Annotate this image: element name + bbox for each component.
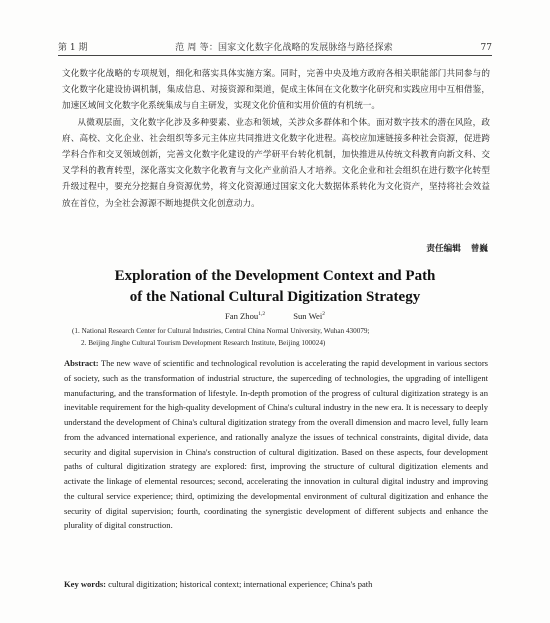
keywords-label: Key words: (64, 579, 107, 589)
keywords-text: cultural digitization; historical context; international experience; China's path (108, 579, 373, 589)
running-title: 范 周 等：国家文化数字化战略的发展脉络与路径探索 (175, 43, 393, 53)
page-number: 77 (480, 43, 492, 53)
running-head (58, 40, 492, 53)
header-rule (58, 55, 492, 56)
keywords (64, 577, 488, 592)
chinese-body-text (62, 66, 490, 212)
author-2 (293, 311, 325, 321)
issue-number: 第 1 期 (58, 43, 88, 53)
editor-name: 曾巍 (470, 244, 488, 254)
author-1 (225, 311, 265, 321)
author-2-affiliation-mark: 2 (322, 311, 325, 318)
author-2-name: Sun Wei (293, 311, 323, 321)
abstract-text: The new wave of scientific and technological revolution is accelerating the rapid development in various sectors of society, such as the transformation of industrial structure, the superceding of technologies, the upgrading of intelligent manufacturing, and the transformation of lifestyle. In-depth promotion of the progress of cultural digitization strategy is an inevitable requirement for the high-quality development of China's cultural industry in the new era. It is necessary to deeply understand the development of China's cultural digitization strategy from the overall dimension and macro level, fully learn from the advanced international experience, and rationally analyze the issues of technical constraints, digital divide, data security and digital supervision in China's construction of cultural digitization. Based on these aspects, four development paths of cultural digitization strategy are explored: first, improving the structure of cultural digitization elements and activate the linkage of elemental resources; second, accelerating the innovation in cultural digital industry and improving the cultural service experience; third, optimizing the developmental environment of cultural digitization and enhance the security of digital supervision; fourth, coordinating the synergistic development of different subjects and enhance the plurality of digital construction. (64, 358, 489, 531)
editor-label: 责任编辑 (426, 244, 461, 254)
author-1-name: Fan Zhou (225, 311, 259, 321)
chinese-paragraph-2: 从微观层面，文化数字化涉及多种要素、业态和领域，关涉众多群体和个体。面对数字技术的潜在风险，政府、高校、文化企业、社会组织等多元主体应共同推进文化数字化进程。高校应加速链接多种社会资源，促进跨学科合作和交叉领域创新，完善文化数字化建设的产学研平台转化机制，加快推进从传统文科教育向新文科、交叉学科的教育转型，深化落实文化数字化教育与文化产业前沿人才培养。文化企业和社会组织在进行数字化转型升级过程中，要充分挖掘自身资源优势，将文化资源通过国家文化大数据体系转化为文化资产，坚持将社会效益放在首位，为全社会源源不断地提供文化创意动力。 (62, 117, 490, 209)
english-title (40, 266, 510, 308)
affiliations (72, 326, 490, 349)
author-line (0, 311, 550, 321)
english-title-line-1: Exploration of the Development Context and Path (114, 268, 436, 284)
english-title-line-2: of the National Cultural Digitization Strategy (129, 289, 421, 305)
responsible-editor (426, 242, 488, 254)
affiliation-2: 2. Beijing Jinghe Cultural Tourism Development Research Institute, Beijing 100024) (81, 338, 326, 347)
abstract (64, 356, 488, 533)
author-1-affiliation-mark: 1,2 (258, 311, 266, 318)
affiliation-1: (1. National Research Center for Cultural Industries, Central China Normal University, Wuhan 430079; (72, 327, 370, 335)
abstract-label: Abstract: (64, 358, 99, 368)
chinese-paragraph-1: 文化数字化战略的专项规划，细化和落实具体实施方案。同时，完善中央及地方政府各相关职能部门共同参与的文化数字化建设协调机制，集成信息、对接资源和渠道，促成主体间在文化数字化研究和实践应用中互相借鉴，加速区域间文化数字化系统集成与自主研发，实现文化价值和实用价值的有机统一。 (62, 69, 490, 112)
